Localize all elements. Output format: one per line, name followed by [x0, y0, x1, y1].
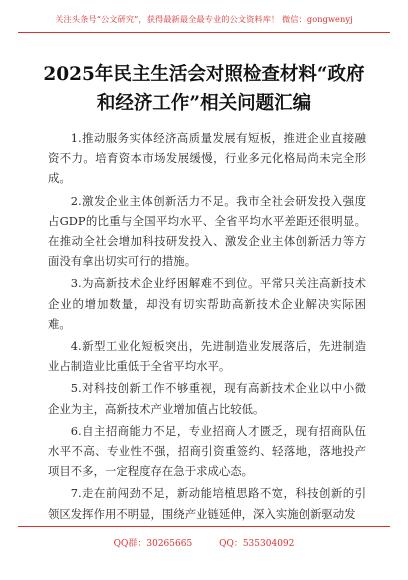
paragraph-5: 5.对科技创新工作不够重视，现有高新技术企业以中小微企业为主，高新技术产业增加值占比较低。 [48, 381, 366, 416]
footer-qq-group: QQ群：30265665 [113, 539, 193, 549]
footer [0, 536, 408, 549]
paragraph-2: 2.激发企业主体创新活力不足。我市全社会研发投入强度占GDP的比重与全国平均水平、全省平均水平差距还很明显。在推动全社会增加科技研发投入、激发企业主体创新活力等方面没有拿出切实可行的措施。 [48, 193, 366, 269]
paragraph-4: 4.新型工业化短板突出，先进制造业发展落后，先进制造业占制造业比重低于全省平均水平。 [48, 339, 366, 374]
header-note: 关注头条号“公文研究”，获得最新最全最专业的公文资料库！ 微信：gongwenyj [55, 14, 353, 24]
paragraph-6: 6.自主招商能力不足，专业招商人才匮乏，现有招商队伍水平不高、专业性不强，招商引资重签约、轻落地，落地投产项目不多，一定程度存在急于求成心态。 [48, 423, 366, 479]
header-divider [18, 32, 390, 33]
title-line-2: 和经济工作”相关问题汇编 [96, 93, 312, 114]
title-line-1: 2025年民主生活会对照检查材料“政府 [43, 64, 365, 85]
paragraph-1: 1.推动服务实体经济高质量发展有短板，推进企业直接融资不力。培育资本市场发展缓慢，行业多元化格局尚未完全形成。 [48, 131, 366, 186]
document-title [20, 60, 388, 118]
footer-divider [18, 526, 390, 527]
document-body [48, 128, 366, 526]
paragraph-3: 3.为高新技术企业纾困解难不到位。平常只关注高新技术企业的增加数量，却没有切实帮助高新技术企业解决实际困难。 [48, 276, 366, 331]
paragraph-7: 7.走在前闯劲不足，新动能培植思路不宽，科技创新的引领区发挥作用不明显，围绕产业链延伸，深入实施创新驱动发 [48, 486, 366, 521]
footer-qq: QQ：535304092 [219, 539, 295, 549]
